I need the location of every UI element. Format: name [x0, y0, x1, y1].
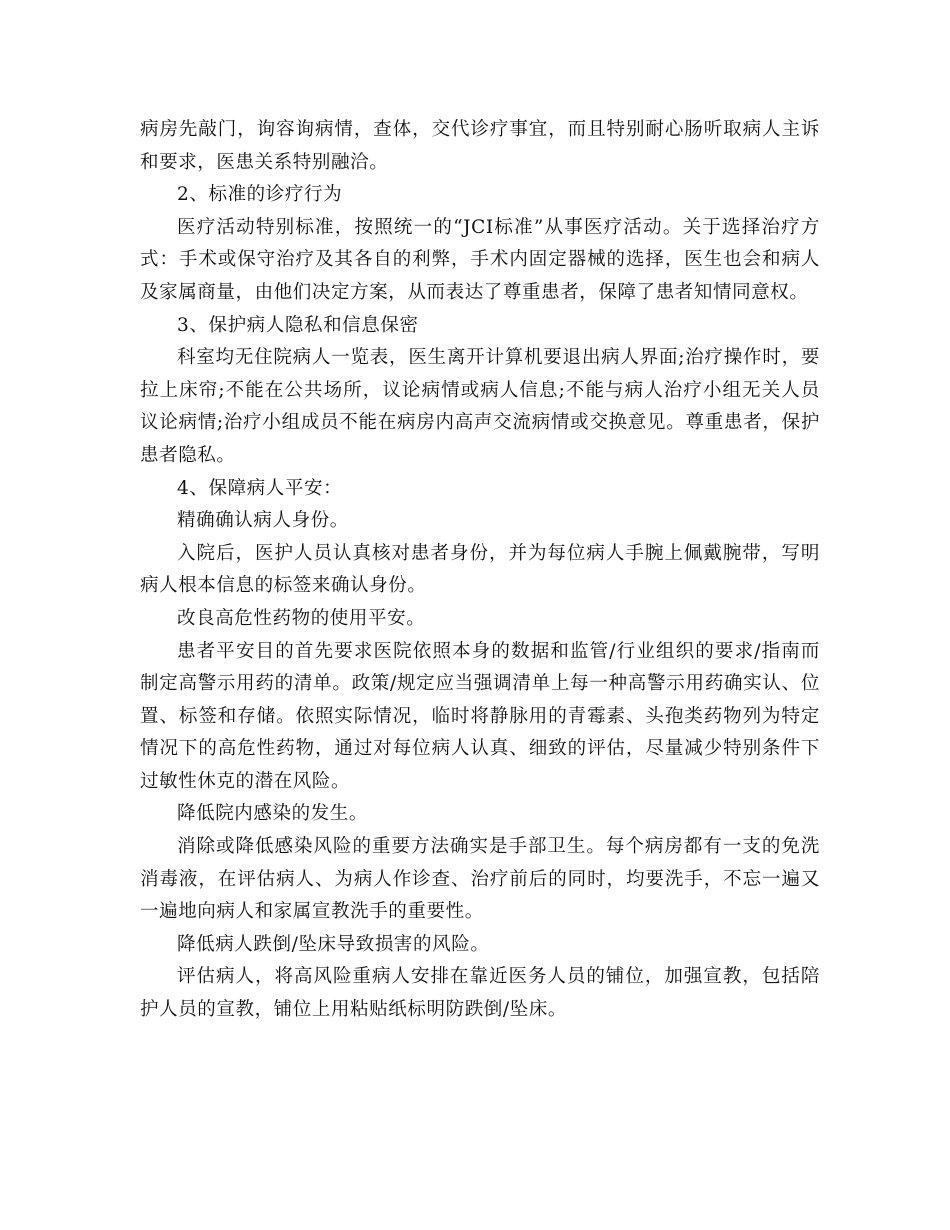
subheading-fall-risk: 降低病人跌倒/坠床导致损害的风险。 [177, 933, 490, 955]
paragraph-ward-visit-continued: 病房先敲门，询容询病情，查体，交代诊疗事宜，而且特别耐心肠听取病人主诉和要求，医患关系特别融洽。 [140, 119, 820, 173]
paragraph-infection: 消除或降低感染风险的重要方法确实是手部卫生。每个病房都有一支的免洗消毒液，在评估病人、为病人作诊查、治疗前后的同时，均要洗手，不忘一遍又一遍地向病人和家属宣教洗手的重要性。 [140, 836, 820, 923]
paragraph-identity: 入院后，医护人员认真核对患者身份，并为每位病人手腕上佩戴腕带，写明病人根本信息的标签来确认身份。 [140, 542, 820, 597]
paragraph-privacy: 科室均无住院病人一览表，医生离开计算机要退出病人界面;治疗操作时，要拉上床帘;不能在公共场所，议论病情或病人信息;不能与病人治疗小组无关人员议论病情;治疗小组成员不能在病房内高声交流病情或交换意见。尊重患者，保护患者隐私。 [140, 347, 820, 466]
document-page [140, 114, 820, 1027]
subheading-high-risk-drugs: 改良高危性药物的使用平安。 [177, 607, 426, 629]
section-heading-privacy: 3、保护病人隐私和信息保密 [177, 314, 419, 336]
subheading-identity: 精确确认病人身份。 [177, 510, 349, 532]
section-heading-patient-safety: 4、保障病人平安： [177, 477, 343, 499]
paragraph-jci-standard: 医疗活动特别标准，按照统一的“JCI标准”从事医疗活动。关于选择治疗方式：手术或保守治疗及其各自的利弊，手术内固定器械的选择，医生也会和病人及家属商量，由他们决定方案，从而表达了尊重患者，保障了患者知情同意权。 [140, 216, 820, 303]
section-heading-standard-treatment: 2、标准的诊疗行为 [177, 184, 343, 206]
paragraph-fall-risk: 评估病人，将高风险重病人安排在靠近医务人员的铺位，加强宣教，包括陪护人员的宣教，铺位上用粘贴纸标明防跌倒/坠床。 [140, 966, 820, 1021]
subheading-infection: 降低院内感染的发生。 [177, 803, 369, 825]
paragraph-high-risk-drugs: 患者平安目的首先要求医院依照本身的数据和监管/行业组织的要求/指南而制定高警示用药的清单。政策/规定应当强调清单上每一种高警示用药确实认、位置、标签和存储。依照实际情况，临时将静脉用的青霉素、头孢类药物列为特定情况下的高危性药物，通过对每位病人认真、细致的评估，尽量减少特别条件下过敏性休克的潜在风险。 [140, 640, 820, 792]
